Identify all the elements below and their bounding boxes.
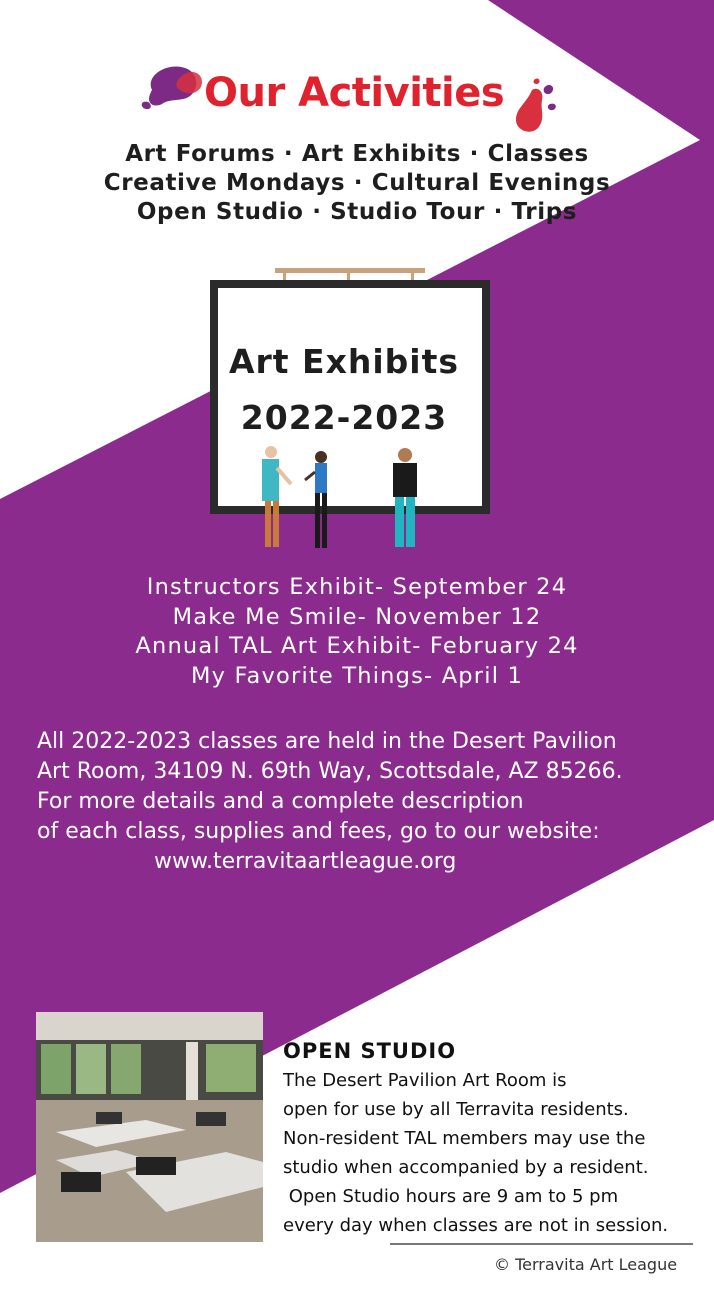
board-title-line1: Art Exhibits (228, 342, 460, 381)
classes-line: All 2022-2023 classes are held in the Desert Pavilion (37, 729, 617, 754)
classes-line: For more details and a complete description (37, 789, 524, 814)
classes-line: of each class, supplies and fees, go to our website: (37, 819, 600, 844)
open-studio-section (283, 1036, 708, 1240)
copyright-text: © Terravita Art League (494, 1255, 678, 1274)
open-studio-line: Non-resident TAL members may use the (283, 1128, 646, 1149)
activities-line: Creative Mondays · Cultural Evenings (103, 170, 611, 196)
exhibit-item: Make Me Smile- November 12 (172, 603, 542, 630)
page-title: Our Activities (204, 70, 505, 116)
open-studio-line: studio when accompanied by a resident. (283, 1157, 649, 1178)
activities-line: Art Forums · Art Exhibits · Classes (125, 141, 589, 167)
open-studio-line: open for use by all Terravita residents. (283, 1099, 629, 1120)
exhibit-item: Annual TAL Art Exhibit- February 24 (135, 633, 579, 659)
exhibit-item: Instructors Exhibit- September 24 (146, 574, 568, 600)
exhibits-list (40, 573, 674, 691)
art-room-photo (36, 1012, 263, 1242)
open-studio-line: every day when classes are not in session. (283, 1215, 669, 1236)
open-studio-body (283, 1066, 708, 1240)
exhibit-item: My Favorite Things- April 1 (190, 662, 524, 689)
board-title (205, 334, 483, 446)
open-studio-line: The Desert Pavilion Art Room is (283, 1070, 567, 1091)
exhibit-board-illustration (205, 262, 505, 557)
board-title-line2: 2022-2023 (240, 398, 448, 437)
open-studio-line: Open Studio hours are 9 am to 5 pm (283, 1186, 619, 1207)
classes-info (37, 727, 697, 877)
open-studio-heading: OPEN STUDIO (283, 1039, 457, 1063)
footer-divider (390, 1243, 693, 1245)
activities-list (60, 140, 654, 227)
activities-line: Open Studio · Studio Tour · Trips (136, 199, 578, 225)
website-link[interactable]: www.terravitaartleague.org (154, 849, 457, 874)
classes-line: Art Room, 34109 N. 69th Way, Scottsdale, AZ 85266. (37, 759, 623, 784)
title-block (140, 60, 580, 140)
